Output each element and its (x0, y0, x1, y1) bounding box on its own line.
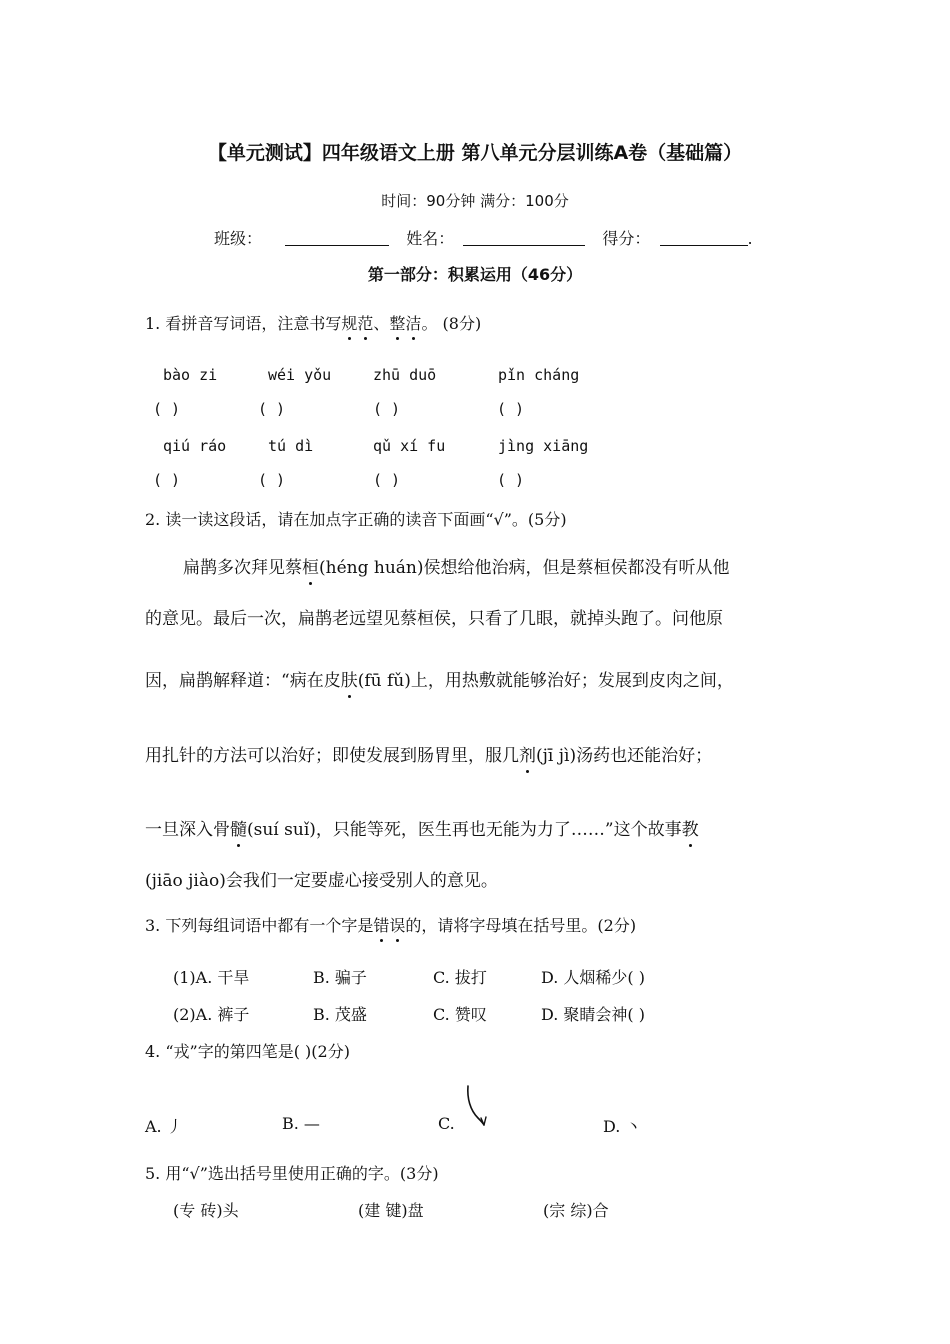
pinyin-item: pǐn cháng (498, 366, 580, 384)
dotted-char: 洁 (405, 314, 422, 333)
score-label: 得分： (602, 229, 651, 248)
word-choice[interactable]: (宗 综)合 (543, 1201, 609, 1220)
dotted-char: 剂 (519, 746, 536, 766)
pinyin-item: tú dì (268, 437, 314, 455)
class-blank[interactable] (285, 229, 389, 246)
passage-line: 用扎针的方法可以治好；即使发展到肠胃里，服几剂(jī jì)汤药也还能治好； (145, 746, 713, 766)
option-item: B. 茂盛 (313, 1005, 367, 1024)
answer-paren[interactable]: ( ) (153, 400, 181, 418)
answer-paren[interactable]: ( ) (497, 400, 525, 418)
option-item: C. 赞叹 (433, 1005, 487, 1024)
passage-line[interactable]: (jiāo jiào)会我们一定要虚心接受别人的意见。 (145, 871, 498, 891)
stroke-hook-icon (464, 1084, 494, 1128)
name-blank[interactable] (463, 229, 585, 246)
fields-end: . (747, 229, 753, 248)
passage-line: 一旦深入骨髓(suí suǐ)，只能等死，医生再也无能为力了……”这个故事教 (145, 820, 699, 840)
choice-b[interactable]: B. — (282, 1114, 320, 1133)
exam-meta: 时间：90分钟 满分：100分 (381, 192, 569, 210)
pinyin-item: jìng xiāng (498, 437, 589, 455)
class-label: 班级： (214, 229, 263, 248)
dotted-char: 错 (373, 916, 390, 935)
pinyin-item: bào zi (163, 366, 218, 384)
dotted-char: 整 (389, 314, 406, 333)
choice-d[interactable]: D. 丶 (603, 1117, 642, 1136)
dotted-char: 肤 (340, 671, 358, 691)
question-3-heading: 3. 下列每组词语中都有一个字是错误的，请将字母填在括号里。(2分) (145, 916, 637, 935)
option-item: (1)A. 干旱 (173, 968, 250, 987)
passage-line: 的意见。最后一次，扁鹊老远望见蔡桓侯，只看了几眼，就掉头跑了。问他原 (145, 609, 723, 629)
answer-paren[interactable]: ( ) (258, 400, 286, 418)
name-label: 姓名： (406, 229, 455, 248)
passage-line: 扁鹊多次拜见蔡桓(héng huán)侯想给他治病，但是蔡桓侯都没有听从他 (183, 558, 730, 578)
answer-paren[interactable]: ( ) (373, 471, 401, 489)
option-answer[interactable]: D. 聚睛会神( ) (541, 1005, 646, 1024)
pinyin-item: wéi yǒu (268, 366, 332, 384)
answer-paren[interactable]: ( ) (497, 471, 525, 489)
pinyin-item: qiú ráo (163, 437, 227, 455)
dotted-char: 范 (357, 314, 374, 333)
pinyin-item: qǔ xí fu (373, 437, 446, 455)
question-1-heading: 1. 看拼音写词语，注意书写规范、整洁。 (8分) (145, 314, 482, 333)
dotted-char: 规 (341, 314, 358, 333)
option-answer[interactable]: D. 人烟稀少( ) (541, 968, 646, 987)
student-info-fields (214, 226, 753, 249)
answer-paren[interactable]: ( ) (153, 471, 181, 489)
option-item: C. 拔打 (433, 968, 487, 987)
question-4-heading[interactable]: 4. “戎”字的第四笔是( )(2分) (145, 1042, 350, 1061)
dotted-char: 桓 (302, 558, 319, 578)
word-choice[interactable]: (专 砖)头 (173, 1201, 239, 1220)
choice-a[interactable]: A. 丿 (145, 1117, 183, 1136)
pinyin-item: zhū duō (373, 366, 437, 384)
score-blank[interactable] (660, 229, 748, 246)
option-item: B. 骗子 (313, 968, 367, 987)
option-item: (2)A. 裤子 (173, 1005, 250, 1024)
section-heading: 第一部分：积累运用（46分） (367, 265, 583, 284)
choice-c[interactable]: C. (438, 1114, 455, 1133)
answer-paren[interactable]: ( ) (373, 400, 401, 418)
answer-paren[interactable]: ( ) (258, 471, 286, 489)
passage-line: 因，扁鹊解释道：“病在皮肤(fū fǔ)上，用热敷就能够治好；发展到皮肉之间， (145, 671, 734, 691)
question-2-heading: 2. 读一读这段话，请在加点字正确的读音下面画“√”。(5分) (145, 510, 567, 529)
dotted-char: 髓 (230, 820, 247, 840)
dotted-char: 误 (389, 916, 406, 935)
question-5-heading: 5. 用“√”选出括号里使用正确的字。(3分) (145, 1164, 439, 1183)
document-title: 【单元测试】四年级语文上册 第八单元分层训练A卷（基础篇） (207, 142, 743, 164)
word-choice[interactable]: (建 键)盘 (358, 1201, 424, 1220)
dotted-char: 教 (681, 820, 699, 840)
